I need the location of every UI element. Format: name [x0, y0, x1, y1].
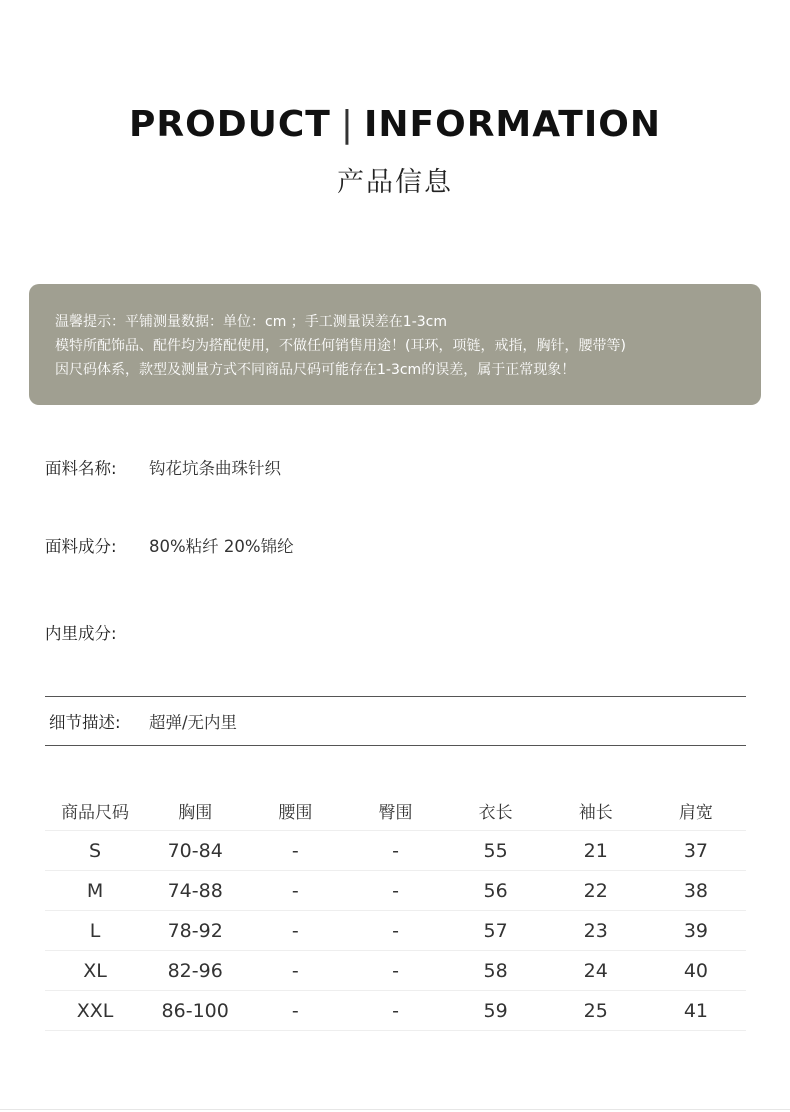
detail-value: 超弹/无内里: [149, 713, 238, 732]
cell-size: S: [45, 831, 145, 871]
table-row: [45, 831, 746, 871]
table-row: [45, 951, 746, 991]
cell-hip: -: [345, 871, 445, 911]
cell-size: L: [45, 911, 145, 951]
header-size: 商品尺码: [45, 790, 145, 831]
cell-length: 55: [446, 831, 546, 871]
page-bottom-divider: [0, 1109, 790, 1110]
lining-label: 内里成分:: [45, 624, 117, 643]
cell-length: 57: [446, 911, 546, 951]
fabric-composition-label: 面料成分:: [45, 537, 117, 556]
header-length: 衣长: [446, 790, 546, 831]
cell-waist: -: [245, 831, 345, 871]
fabric-name-row: [45, 455, 281, 479]
title-separator: |: [340, 104, 354, 145]
cell-hip: -: [345, 951, 445, 991]
cell-chest: 78-92: [145, 911, 245, 951]
cell-waist: -: [245, 911, 345, 951]
cell-size: M: [45, 871, 145, 911]
cell-waist: -: [245, 991, 345, 1031]
cell-sleeve: 22: [546, 871, 646, 911]
cell-shoulder: 40: [646, 951, 746, 991]
cell-length: 59: [446, 991, 546, 1031]
header-hip: 臀围: [345, 790, 445, 831]
size-table: [45, 790, 746, 1031]
cell-length: 56: [446, 871, 546, 911]
cell-waist: -: [245, 871, 345, 911]
cell-sleeve: 23: [546, 911, 646, 951]
detail-row: [49, 709, 237, 733]
cell-size: XXL: [45, 991, 145, 1031]
header-shoulder: 肩宽: [646, 790, 746, 831]
header-sleeve: 袖长: [546, 790, 646, 831]
cell-shoulder: 38: [646, 871, 746, 911]
page-title: [0, 104, 790, 145]
fabric-composition-row: [45, 533, 294, 557]
cell-sleeve: 21: [546, 831, 646, 871]
lining-row: [45, 620, 149, 644]
title-product: PRODUCT: [129, 104, 331, 145]
cell-size: XL: [45, 951, 145, 991]
notice-box: [29, 284, 761, 405]
table-row: [45, 911, 746, 951]
cell-waist: -: [245, 951, 345, 991]
cell-sleeve: 25: [546, 991, 646, 1031]
cell-shoulder: 41: [646, 991, 746, 1031]
detail-label: 细节描述:: [49, 713, 121, 732]
cell-sleeve: 24: [546, 951, 646, 991]
cell-length: 58: [446, 951, 546, 991]
cell-chest: 86-100: [145, 991, 245, 1031]
cell-hip: -: [345, 911, 445, 951]
fabric-composition-value: 80%粘纤 20%锦纶: [149, 537, 294, 556]
notice-line-2: 模特所配饰品、配件均为搭配使用，不做任何销售用途！(耳环，项链，戒指，胸针，腰带等): [55, 338, 626, 354]
cell-hip: -: [345, 991, 445, 1031]
cell-shoulder: 39: [646, 911, 746, 951]
divider-top: [45, 696, 746, 697]
header-waist: 腰围: [245, 790, 345, 831]
cell-chest: 74-88: [145, 871, 245, 911]
notice-line-3: 因尺码体系，款型及测量方式不同商品尺码可能存在1-3cm的误差，属于正常现象！: [55, 362, 576, 378]
fabric-name-value: 钩花坑条曲珠针织: [149, 459, 281, 478]
divider-bottom: [45, 745, 746, 746]
cell-chest: 82-96: [145, 951, 245, 991]
cell-chest: 70-84: [145, 831, 245, 871]
page-subtitle: 产品信息: [337, 167, 453, 198]
cell-hip: -: [345, 831, 445, 871]
table-row: [45, 991, 746, 1031]
fabric-name-label: 面料名称:: [45, 459, 117, 478]
header-chest: 胸围: [145, 790, 245, 831]
notice-line-1: 温馨提示：平铺测量数据：单位：cm ；手工测量误差在1-3cm: [55, 314, 447, 330]
title-information: INFORMATION: [363, 104, 661, 145]
table-row: [45, 871, 746, 911]
cell-shoulder: 37: [646, 831, 746, 871]
size-table-header-row: [45, 790, 746, 831]
